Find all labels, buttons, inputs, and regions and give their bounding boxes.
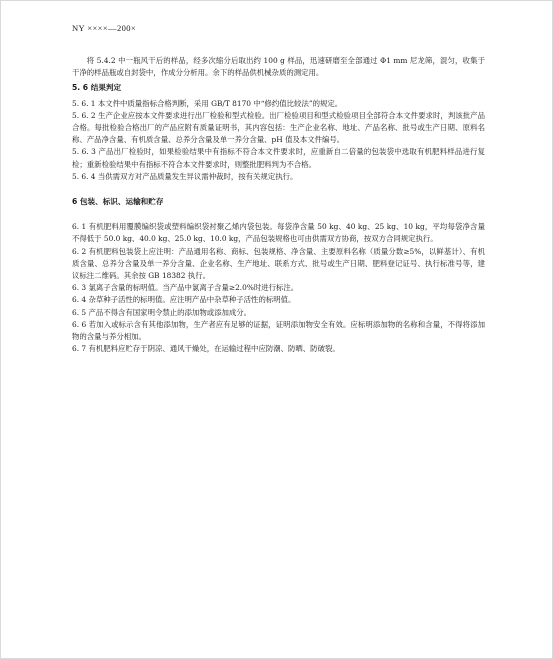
clause-6-5: 6. 5 产品不得含有国家明令禁止的添加物或添加成分。: [72, 307, 252, 317]
clause-6-4: 6. 4 杂草种子活性的标明值。应注明产品中杂草种子活性的标明值。: [72, 295, 296, 305]
document-body: [72, 55, 485, 355]
standard-code-header: NY ××××—200×: [72, 23, 137, 33]
clause-5-6-1: 5. 6. 1 本文件中质量指标合格判断，采用 GB/T 8170 中“修约值比较法”的规定。: [72, 98, 343, 108]
clause-6-2: 6. 2 有机肥料包装袋上应注明：产品通用名称、商标、包装规格、净含量、主要原料名称（质量分数≥5%，以鲜基计）、有机质含量、总养分含量及单一养分含量、企业名称、生产地址、联系方式、批号或生产日期、肥料登记证号、执行标准号等，建议标注二维码。其余按 GB 18382 执行。: [72, 246, 485, 281]
paragraph-sample-preparation: 将 5.4.2 中一瓶风干后的样品，经多次缩分后取出约 100 g 样品，迅速研磨至全部通过 Φ1 mm 尼龙筛，混匀，收集于干净的样品瓶或自封袋中，作成分分析用。余下的样品供机械杂质的测定用。: [72, 56, 485, 78]
clause-6-6: 6. 6 若加入或标示含有其他添加物，生产者应有足够的证据，证明添加物安全有效。应标明添加物的名称和含量，不得将添加物的含量与养分相加。: [72, 319, 485, 342]
clause-6-3: 6. 3 氯离子含量的标明值。当产品中氯离子含量≥2.0%时进行标注。: [72, 283, 299, 293]
section-heading-6: 6 包装、标识、运输和贮存: [72, 197, 164, 207]
clause-5-6-2: 5. 6. 2 生产企业应按本文件要求进行出厂检验和型式检验。出厂检验项目和型式检验项目全部符合本文件要求时，判该批产品合格。每批检验合格出厂的产品应附有质量证明书，其内容包括：生产企业名称、地址、产品名称、批号或生产日期、原料名称、产品净含量、有机质含量、总养分含量及单一养分含量、pH 值及本文件编号。: [72, 110, 485, 145]
clause-5-6-3: 5. 6. 3 产品出厂检验时，如果检验结果中有指标不符合本文件要求时，应重新自二倍量的包装袋中选取有机肥料样品进行复检；重新检验结果中有指标不符合本文件要求时，则整批肥料判为不合格。: [72, 147, 485, 169]
clause-5-6-4: 5. 6. 4 当供需双方对产品质量发生异议需仲裁时，按有关规定执行。: [72, 171, 298, 181]
clause-6-7: 6. 7 有机肥料应贮存于阴凉、通风干燥处，在运输过程中应防潮、防晒、防破裂。: [72, 344, 340, 354]
clause-6-1: 6. 1 有机肥料用覆膜编织袋或塑料编织袋衬聚乙烯内袋包装。每袋净含量 50 kg、40 kg、25 kg、10 kg，平均每袋净含量不得低于 50.0 kg、40.0 kg、25.0 kg、10.0 kg，产品包装规格也可由供需双方协商，按双方合同规定执行。: [72, 222, 485, 244]
section-heading-5-6: 5. 6 结果判定: [72, 83, 122, 93]
